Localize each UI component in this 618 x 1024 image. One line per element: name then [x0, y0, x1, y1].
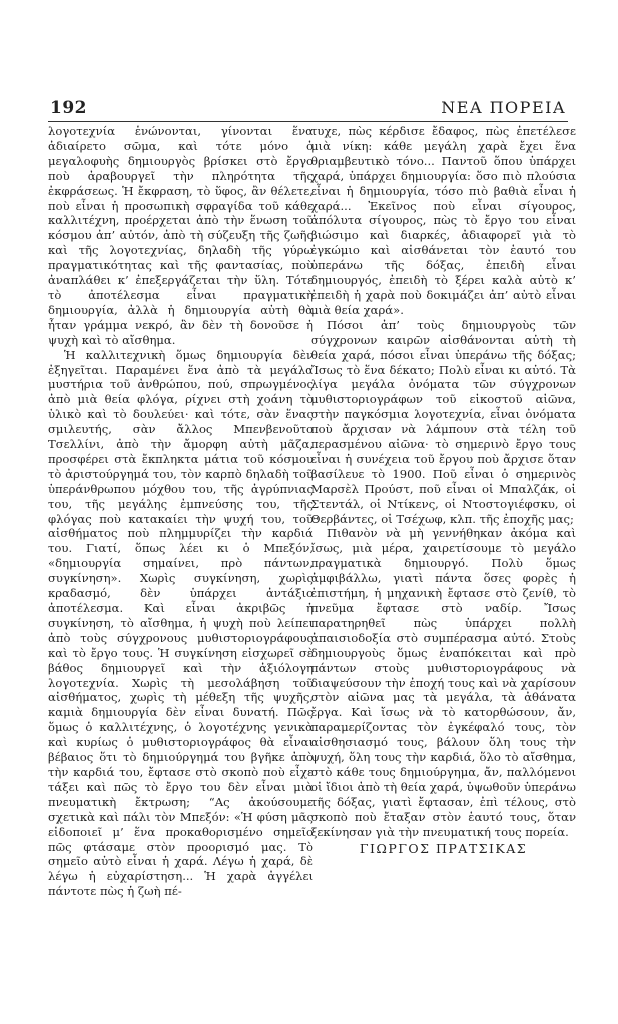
paragraph: τυχε, πὼς κέρδισε ἔδαφος, πὼς ἐπετέλεσε μιὰ νίκη: κάθε μεγάλη χαρὰ ἔχει ἕνα θριαμβευτικὸ τόνο... Παντοῦ ὅπου ὑπάρχει χαρά, ὑπάρχει δημιουργία: ὅσο πιὸ πλούσια εἶναι ἡ δημιουργία, τόσο πιὸ βαθιὰ εἶναι ἡ χαρά... Ἐκεῖνος ποὺ εἶναι σίγουρος, ἀπόλυτα σίγουρος, πὼς τὸ ἔργο του εἶναι βιώσιμο καὶ διαρκές, ἀδιαφορεῖ γιὰ τὸ ἐγκώμιο καὶ αἰσθάνεται τὸν ἑαυτό του ὑπεράνω τῆς δόξας, ἐπειδὴ εἶναι δημιουργός, ἐπειδὴ τὸ ξέρει καλὰ αὐτὸ κ’ ἐπειδὴ ἡ χαρὰ ποὺ δοκιμάζει ἀπ’ αὐτὸ εἶναι μιὰ θεία χαρά».: [311, 124, 576, 317]
header-rule: [48, 121, 568, 122]
paragraph: Πιθανὸν νὰ μὴ γεννήθηκαν ἀκόμα καὶ ἴσως, μιὰ μέρα, χαιρετίσουμε τὸ μεγάλο πραγματικὰ δημιουργό. Πολὺ ὅμως ἀμφιβάλλω, γιατὶ πάντα ὅσες φορὲς ἡ ἐπιστήμη, ἡ μηχανικὴ ἔφτασε στὸ ζενίθ, τὸ πνεῦμα ἔφτασε στὸ ναδίρ. Ἴσως παρατηρηθεῖ πὼς ὑπάρχει πολλὴ ἀπαισιοδοξία στὸ συμπέρασμα αὐτό. Στοὺς δημιουργοὺς ὅμως ἐναπόκειται καὶ πρὸ πάντων στοὺς μυθιστοριογράφους νὰ διαψεύσουν τὴν ἐποχή τους καὶ νὰ χαρίσουν στὸν αἰῶνα μας τὰ μεγάλα, τὰ ἀθάνατα ἔργα. Καὶ ἴσως νὰ τὸ κατορθώσουν, ἄν, παραμερίζοντας τὸν ἐγκέφαλό τους, τὸν αἰσθησιασμό τους, βάλουν ὅλη τους τὴν ψυχή, ὅλη τους τὴν καρδιά, ὅλο τὸ αἴσθημα, στὸ κάθε τους δημιούργημα, ἄν, παλλόμενοι οἱ ἴδιοι ἀπὸ τὴ θεία χαρά, ὑψωθοῦν ὑπεράνω τῆς δόξας, γιατὶ ἔφτασαν, ἐπὶ τέλους, στὸ σκοπὸ ποὺ ἔταξαν στὸν ἑαυτό τους, ὅταν ξεκίνησαν γιὰ τὴν πνευματική τους πορεία.: [311, 526, 576, 839]
page-number: 192: [50, 98, 87, 118]
left-column: [48, 124, 313, 899]
paragraph: λογοτεχνία ἑνώνονται, γίνονται ἕνα ἀδιαίρετο σῶμα, καὶ τότε μόνο ὁ μεγαλοφυὴς δημιουργὸς βρίσκει στὸ ἔργο ποὺ ἀραβουργεῖ τὴν πληρότητα τῆς ἐκφράσεως. Ἡ ἔκφραση, τὸ ὕφος, ἂν θέλετε, ποὺ εἶναι ἡ προσωπικὴ σφραγίδα τοῦ κάθε καλλιτέχνη, προέρχεται ἀπὸ τὴν ἕνωση τοῦ κόσμου ἀπ’ αὐτόν, ἀπὸ τὴ σύζευξη τῆς ζωῆς καὶ τῆς λογοτεχνίας, δηλαδὴ τῆς γύρω πραγματικότητας καὶ τῆς φαντασίας, ποὺ ἀναπλάθει κ’ ἐπεξεργάζεται τὴν ὕλη. Τότε τὸ ἀποτέλεσμα εἶναι πραγματικὴ δημιουργία, ἀλλὰ ἡ δημιουργία αὐτὴ θὰ ἦταν γράμμα νεκρό, ἂν δὲν τὴ δονοῦσε ἡ ψυχὴ καὶ τὸ αἴσθημα.: [48, 124, 313, 347]
author-signature: ΓΙΩΡΓΟΣ ΠΡΑΤΣΙΚΑΣ: [359, 840, 528, 856]
paragraph: Ἡ καλλιτεχνικὴ ὅμως δημιουργία δὲν ἐξηγεῖται. Παραμένει ἕνα ἀπὸ τὰ μεγάλα μυστήρια τοῦ ἀνθρώπου, πού, σπρωγμένος ἀπὸ μιὰ θεία φλόγα, ρίχνει στὴ χοάνη τὸ ὑλικὸ καὶ τὸ δουλεύει· καὶ τότε, σὰν ἕνας σμιλευτής, σὰν ἄλλος Μπενβενοῦτο Τσελλίνι, ἀπὸ τὴν ἄμορφη αὐτὴ μᾶζα, προσφέρει στὰ ἔκπληκτα μάτια τοῦ κόσμου τὸ ἀριστούργημά του, τὸν καρπὸ δηλαδὴ τοῦ ὑπεράνθρωπου μόχθου του, τῆς ἀγρύπνιας του, τῆς μεγάλης ἐμπνεύσης του, τῆς φλόγας ποὺ κατακαίει τὴν ψυχή του, τοῦ αἰσθήματος ποὺ πλημμυρίζει τὴν καρδιά του. Γιατί, ὅπως λέει κι ὁ Μπεξόν, «δημιουργία σημαίνει, πρὸ πάντων, συγκίνηση». Χωρὶς συγκίνηση, χωρὶς κραδασμό, δὲν ὑπάρχει ἀντάξιο ἀποτέλεσμα. Καὶ εἶναι ἀκριβῶς ἡ συγκίνηση, τὸ αἴσθημα, ἡ ψυχὴ ποὺ λείπει ἀπὸ τοὺς σύγχρονους μυθιστοριογράφους καὶ τὸ ἔργο τους. Ἡ συγκίνηση εἰσχωρεῖ σὲ βάθος δημιουργεῖ καὶ τὴν ἀξιόλογη λογοτεχνία. Χωρὶς τὴ μεσολάβηση τοῦ αἰσθήματος, χωρὶς τὴ μέθεξη τῆς ψυχῆς, καμιὰ δημιουργία δὲν εἶναι δυνατή. Πῶς ὅμως ὁ καλλιτέχνης, ὁ λογοτέχνης γενικὰ καὶ κυρίως ὁ μυθιστοριογράφος θὰ εἶναι βέβαιος ὅτι τὸ δημιούργημά του βγῆκε ἀπὸ τὴν καρδιά του, ἔφτασε στὸ σκοπὸ ποὺ εἶχε τάξει καὶ πῶς τὸ ἔργο του δὲν εἶναι μιὰ πνευματικὴ ἔκτρωση; “Ας ἀκούσουμε σχετικὰ καὶ πάλι τὸν Μπεξόν: «Ἡ φύση μᾶς εἰδοποιεῖ μ’ ἕνα προκαθορισμένο σημεῖο πῶς φτάσαμε στὸν προορισμό μας. Τὸ σημεῖο αὐτὸ εἶναι ἡ χαρά. Λέγω ἡ χαρά, δὲ λέγω ἡ εὐχαρίστηση... Ἡ χαρὰ ἀγγέλει πάντοτε πὼς ἡ ζωὴ πέ-: [48, 347, 313, 899]
running-head-title: ΝΕΑ ΠΟΡΕΙΑ: [441, 98, 566, 117]
right-column: [311, 124, 576, 856]
paragraph: Πόσοι ἀπ’ τοὺς δημιουργοὺς τῶν σύγχρονων καιρῶν αἰσθάνονται αὐτὴ τὴ θεία χαρά, πόσοι εἶναι ὑπεράνω τῆς δόξας; Ἴσως τὸ ἕνα δέκατο; Πολὺ εἶναι κι αὐτό. Τὰ λίγα μεγάλα ὀνόματα τῶν σύγχρονων μυθιστοριογράφων τοῦ εἰκοστοῦ αἰῶνα, στὴν παγκόσμια λογοτεχνία, εἶναι ὀνόματα ποὺ ἄρχισαν νὰ λάμπουν στὰ τέλη τοῦ περασμένου αἰῶνα· τὸ σημερινὸ ἔργο τους εἶναι ἡ συνέχεια τοῦ ἔργου ποὺ ἄρχισε ὅταν βασίλευε τὸ 1900. Ποῦ εἶναι ὁ σημερινὸς Μαρσὲλ Προύστ, ποῦ εἶναι οἱ Μπαλζάκ, οἱ Στεντάλ, οἱ Ντίκενς, οἱ Ντοστογιέφσκυ, οἱ Θερβάντες, οἱ Τσέχωφ, κλπ. τῆς ἐποχῆς μας;: [311, 317, 576, 526]
